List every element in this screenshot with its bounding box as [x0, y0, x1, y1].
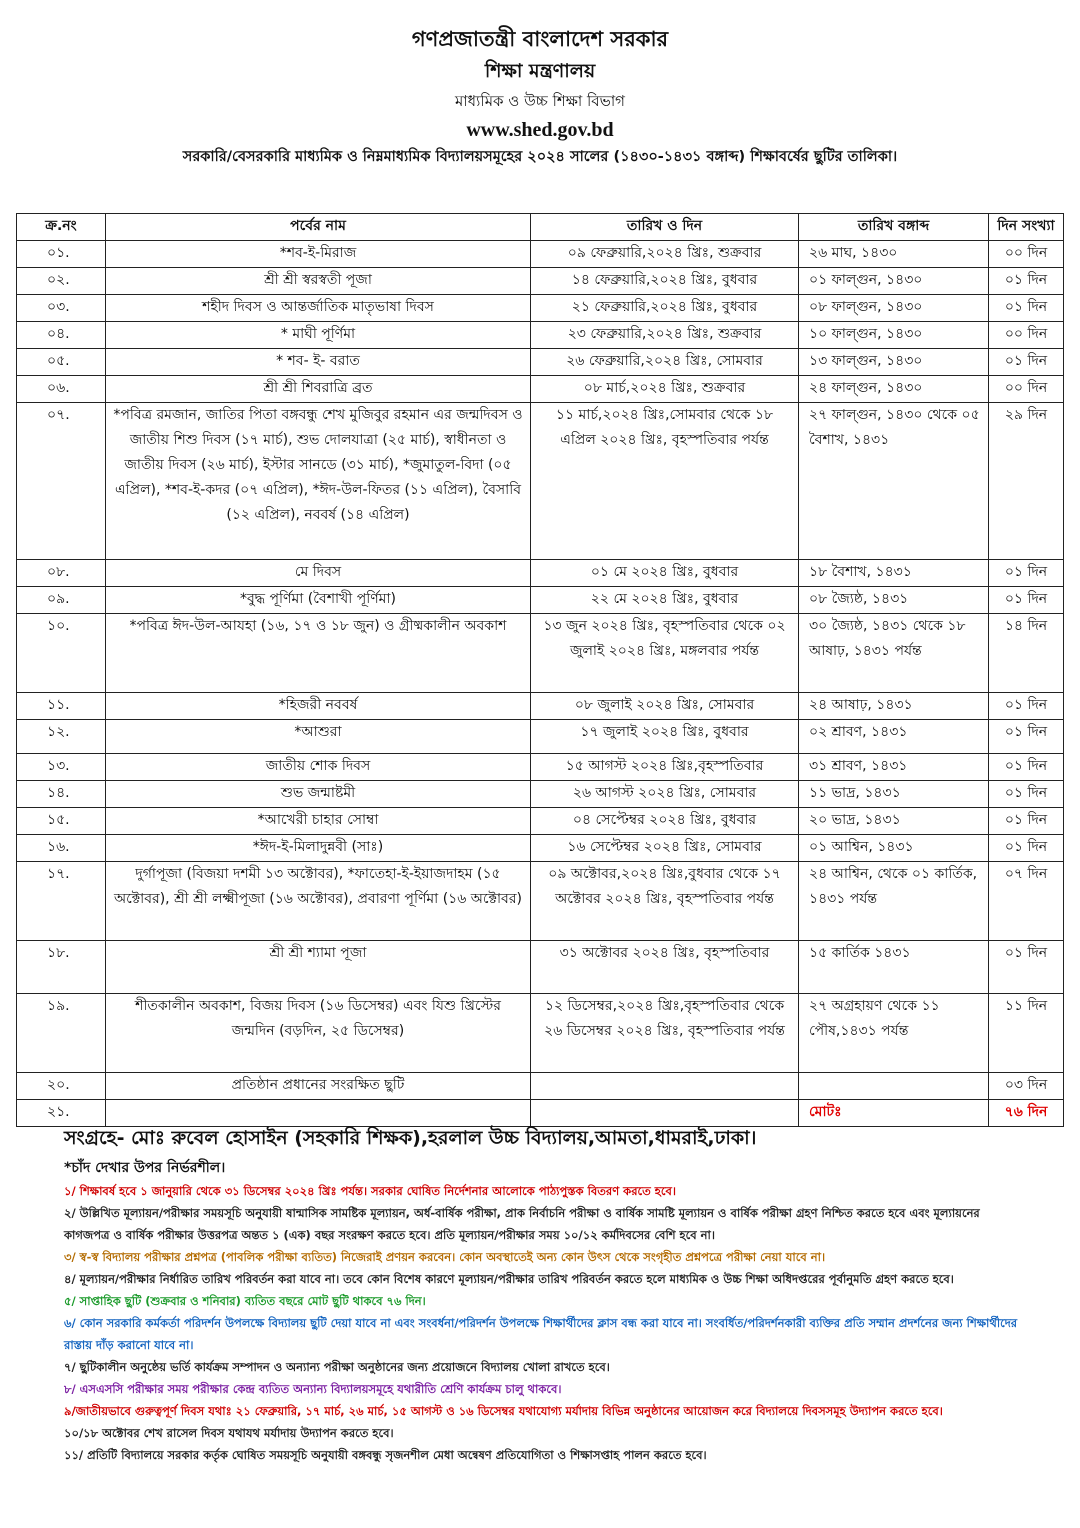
row-bangla-date: ০৮ ফাল্গুন, ১৪৩০	[799, 295, 989, 322]
row-holiday-name: শ্রী শ্রী স্বরস্বতী পূজা	[106, 268, 531, 295]
row-bangla-date: ১১ ভাদ্র, ১৪৩১	[799, 781, 989, 808]
row-days: ০১ দিন	[989, 349, 1064, 376]
row-serial: ০৮.	[17, 560, 106, 587]
row-bangla-date: ০১ ফাল্গুন, ১৪৩০	[799, 268, 989, 295]
row-bangla-date: ২৪ ফাল্গুন, ১৪৩০	[799, 376, 989, 403]
table-row	[17, 376, 1064, 403]
row-date: ০৯ অক্টোবর,২০২৪ খ্রিঃ,বুধবার থেকে ১৭ অক্টোবর ২০২৪ খ্রিঃ, বৃহস্পতিবার পর্যন্ত	[531, 862, 799, 941]
row-serial: ১১.	[17, 693, 106, 720]
table-row	[17, 720, 1064, 754]
row-holiday-name: শ্রী শ্রী শিবরাত্রি ব্রত	[106, 376, 531, 403]
row-bangla-date: ২৭ ফাল্গুন, ১৪৩০ থেকে ০৫ বৈশাখ, ১৪৩১	[799, 403, 989, 560]
row-holiday-name: *পবিত্র রমজান, জাতির পিতা বঙ্গবন্ধু শেখ মুজিবুর রহমান এর জন্মদিবস ও জাতীয় শিশু দিবস (১৭ মার্চ), শুভ দোলযাত্রা (২৫ মার্চ), স্বাধীনতা ও জাতীয় দিবস (২৬ মার্চ), ইস্টার সানডে (৩১ মার্চ), *জুমাতুল-বিদা (০৫ এপ্রিল), *শব-ই-কদর (০৭ এপ্রিল), *ঈদ-উল-ফিতর (১১ এপ্রিল), বৈসাবি (১২ এপ্রিল), নববর্ষ (১৪ এপ্রিল)	[106, 403, 531, 560]
row-bangla-date: ০১ আশ্বিন, ১৪৩১	[799, 835, 989, 862]
row-holiday-name: *ঈদ-ই-মিলাদুন্নবী (সাঃ)	[106, 835, 531, 862]
row-serial: ০৫.	[17, 349, 106, 376]
table-row	[17, 862, 1064, 941]
row-holiday-name: *শব-ই-মিরাজ	[106, 241, 531, 268]
row-days: ০৩ দিন	[989, 1073, 1064, 1100]
note-item: ১১/ প্রতিটি বিদ্যালয়ে সরকার কর্তৃক ঘোষিত সময়সূচি অনুযায়ী বঙ্গবন্ধু সৃজনশীল মেধা অন্বেষণ প্রতিযোগিতা ও শিক্ষাসপ্তাহ পালন করতে হবে।	[64, 1448, 707, 1462]
row-holiday-name: মে দিবস	[106, 560, 531, 587]
row-date: ১৬ সেপ্টেম্বর ২০২৪ খ্রিঃ, সোমবার	[531, 835, 799, 862]
row-serial: ০৭.	[17, 403, 106, 560]
note-item: ৫/ সাপ্তাহিক ছুটি (শুক্রবার ও শনিবার) ব্যতিত বছরে মোট ছুটি থাকবে ৭৬ দিন।	[64, 1294, 426, 1308]
row-serial: ১৯.	[17, 994, 106, 1073]
division-title: মাধ্যমিক ও উচ্চ শিক্ষা বিভাগ	[454, 92, 626, 110]
row-date: ২৬ ফেব্রুয়ারি,২০২৪ খ্রিঃ, সোমবার	[531, 349, 799, 376]
table-row	[17, 781, 1064, 808]
column-header-days: দিন সংখ্যা	[989, 214, 1064, 241]
row-date: ০৮ মার্চ,২০২৪ খ্রিঃ, শুক্রবার	[531, 376, 799, 403]
row-date: ১৩ জুন ২০২৪ খ্রিঃ, বৃহস্পতিবার থেকে ০২ জুলাই ২০২৪ খ্রিঃ, মঙ্গলবার পর্যন্ত	[531, 614, 799, 693]
row-days: ০১ দিন	[989, 754, 1064, 781]
row-holiday-name: শ্রী শ্রী শ্যামা পূজা	[106, 941, 531, 994]
row-bangla-date: ০৮ জ্যৈষ্ঠ, ১৪৩১	[799, 587, 989, 614]
row-days: ০১ দিন	[989, 295, 1064, 322]
row-serial: ১৪.	[17, 781, 106, 808]
row-serial: ২০.	[17, 1073, 106, 1100]
total-row-serial: ২১.	[17, 1100, 106, 1127]
row-days: ০১ দিন	[989, 587, 1064, 614]
row-days: ০১ দিন	[989, 268, 1064, 295]
table-row	[17, 349, 1064, 376]
row-date: ০৪ সেপ্টেম্বর ২০২৪ খ্রিঃ, বুধবার	[531, 808, 799, 835]
row-serial: ০৯.	[17, 587, 106, 614]
website-link[interactable]: www.shed.gov.bd	[466, 119, 614, 141]
row-date	[531, 1073, 799, 1100]
row-days: ০১ দিন	[989, 835, 1064, 862]
row-days: ০১ দিন	[989, 808, 1064, 835]
credit-line: সংগ্রহে- মোঃ রুবেল হোসাইন (সহকারি শিক্ষক),হরলাল উচ্চ বিদ্যালয়,আমতা,ধামরাই,ঢাকা।	[64, 1127, 757, 1149]
row-date: ১২ ডিসেম্বর,২০২৪ খ্রিঃ,বৃহস্পতিবার থেকে ২৬ ডিসেম্বর ২০২৪ খ্রিঃ, বৃহস্পতিবার পর্যন্ত	[531, 994, 799, 1073]
note-item: ১/ শিক্ষাবর্ষ হবে ১ জানুয়ারি থেকে ৩১ ডিসেম্বর ২০২৪ খ্রিঃ পর্যন্ত। সরকার ঘোষিত নির্দেশনার আলোকে পাঠ্যপুস্তক বিতরণ করতে হবে।	[64, 1184, 676, 1198]
table-row	[17, 994, 1064, 1073]
row-bangla-date: ১৮ বৈশাখ, ১৪৩১	[799, 560, 989, 587]
row-serial: ১০.	[17, 614, 106, 693]
table-row	[17, 835, 1064, 862]
note-item: ৮/ এসএসসি পরীক্ষার সময় পরীক্ষার কেন্দ্র ব্যতিত অন্যান্য বিদ্যালয়সমূহে যথারীতি শ্রেণি কার্যক্রম চালু থাকবে।	[64, 1382, 562, 1396]
row-days: ০১ দিন	[989, 720, 1064, 754]
table-row	[17, 754, 1064, 781]
row-date: ১৪ ফেব্রুয়ারি,২০২৪ খ্রিঃ, বুধবার	[531, 268, 799, 295]
total-row	[17, 1100, 1064, 1127]
row-bangla-date: ১০ ফাল্গুন, ১৪৩০	[799, 322, 989, 349]
table-row	[17, 403, 1064, 560]
note-item: ৬/ কোন সরকারি কর্মকর্তা পরিদর্শন উপলক্ষে বিদ্যালয় ছুটি দেয়া যাবে না এবং সংবর্ধনা/পরিদর্শন উপলক্ষে শিক্ষার্থীদের ক্লাস বন্ধ করা যাবে না। সংবর্ধিত/পরিদর্শনকারী ব্যক্তির প্রতি সম্মান প্রদর্শনের জন্য শিক্ষার্থীদের রাস্তায় দাঁড় করানো যাবে না।	[64, 1316, 1018, 1352]
note-item: ৭/ ছুটিকালীন অনুষ্ঠেয় ভর্তি কার্যক্রম সম্পাদন ও অন্যান্য পরীক্ষা অনুষ্ঠানের জন্য প্রয়োজনে বিদ্যালয় খোলা রাখতে হবে।	[64, 1360, 610, 1374]
row-bangla-date: ২৬ মাঘ, ১৪৩০	[799, 241, 989, 268]
row-serial: ১৮.	[17, 941, 106, 994]
row-holiday-name: *আখেরী চাহার সোম্বা	[106, 808, 531, 835]
moon-sighting-note: *চাঁদ দেখার উপর নির্ভরশীল।	[64, 1160, 226, 1176]
row-holiday-name: প্রতিষ্ঠান প্রধানের সংরক্ষিত ছুটি	[106, 1073, 531, 1100]
holiday-table	[16, 213, 1064, 1127]
government-title: গণপ্রজাতন্ত্রী বাংলাদেশ সরকার	[411, 27, 669, 51]
row-holiday-name: শুভ জন্মাষ্টমী	[106, 781, 531, 808]
note-item: ১০/১৮ অক্টোবর শেখ রাসেল দিবস যথাযথ মর্যাদায় উদ্যাপন করতে হবে।	[64, 1426, 394, 1440]
row-holiday-name: জাতীয় শোক দিবস	[106, 754, 531, 781]
row-bangla-date: ২৭ অগ্রহায়ণ থেকে ১১ পৌষ,১৪৩১ পর্যন্ত	[799, 994, 989, 1073]
row-date: ২২ মে ২০২৪ খ্রিঃ, বুধবার	[531, 587, 799, 614]
table-row	[17, 808, 1064, 835]
row-serial: ০২.	[17, 268, 106, 295]
row-days: ০০ দিন	[989, 376, 1064, 403]
row-date: ০১ মে ২০২৪ খ্রিঃ, বুধবার	[531, 560, 799, 587]
row-date: ২১ ফেব্রুয়ারি,২০২৪ খ্রিঃ, বুধবার	[531, 295, 799, 322]
row-date: ৩১ অক্টোবর ২০২৪ খ্রিঃ, বৃহস্পতিবার	[531, 941, 799, 994]
table-header-row	[17, 214, 1064, 241]
table-row	[17, 1073, 1064, 1100]
row-serial: ০৩.	[17, 295, 106, 322]
ministry-title: শিক্ষা মন্ত্রণালয়	[484, 60, 596, 82]
row-holiday-name: *হিজরী নববর্ষ	[106, 693, 531, 720]
row-holiday-name: শহীদ দিবস ও আন্তর্জাতিক মাতৃভাষা দিবস	[106, 295, 531, 322]
row-date: ১৫ আগস্ট ২০২৪ খ্রিঃ,বৃহস্পতিবার	[531, 754, 799, 781]
row-holiday-name: *আশুরা	[106, 720, 531, 754]
row-bangla-date: ১৩ ফাল্গুন, ১৪৩০	[799, 349, 989, 376]
row-bangla-date: ৩১ শ্রাবণ, ১৪৩১	[799, 754, 989, 781]
row-holiday-name: *বুদ্ধ পূর্ণিমা (বৈশাখী পূর্ণিমা)	[106, 587, 531, 614]
row-days: ১১ দিন	[989, 994, 1064, 1073]
row-serial: ১৫.	[17, 808, 106, 835]
row-date: ০৯ ফেব্রুয়ারি,২০২৪ খ্রিঃ, শুক্রবার	[531, 241, 799, 268]
row-days: ১৪ দিন	[989, 614, 1064, 693]
table-row	[17, 560, 1064, 587]
table-row	[17, 693, 1064, 720]
table-row	[17, 322, 1064, 349]
column-header-name: পর্বের নাম	[106, 214, 531, 241]
total-label: মোটঃ	[799, 1100, 989, 1127]
note-item: ৪/ মূল্যায়ন/পরীক্ষার নির্ধারিত তারিখ পরিবর্তন করা যাবে না। তবে কোন বিশেষ কারণে মূল্যায়ন/পরীক্ষার তারিখ পরিবর্তন করতে হলে মাধ্যমিক ও উচ্চ শিক্ষা অধিদপ্তরের পূর্বানুমতি গ্রহণ করতে হবে।	[64, 1272, 954, 1286]
row-serial: ১২.	[17, 720, 106, 754]
row-days: ০৭ দিন	[989, 862, 1064, 941]
document-header	[0, 22, 1080, 170]
row-bangla-date: ২৪ আশ্বিন, থেকে ০১ কার্তিক, ১৪৩১ পর্যন্ত	[799, 862, 989, 941]
row-bangla-date: ১৫ কার্তিক ১৪৩১	[799, 941, 989, 994]
row-days: ০১ দিন	[989, 693, 1064, 720]
document-subtitle: সরকারি/বেসরকারি মাধ্যমিক ও নিম্নমাধ্যমিক বিদ্যালয়সমূহের ২০২৪ সালের (১৪৩০-১৪৩১ বঙ্গাব্দ) শিক্ষাবর্ষের ছুটির তালিকা।	[182, 149, 898, 165]
row-holiday-name: দুর্গাপূজা (বিজয়া দশমী ১৩ অক্টোবর), *ফাতেহা-ই-ইয়াজদাহম (১৫ অক্টোবর), শ্রী শ্রী লক্ষ্মীপূজা (১৬ অক্টোবর), প্রবারণা পূর্ণিমা (১৬ অক্টোবর)	[106, 862, 531, 941]
notes-list	[64, 1180, 1024, 1466]
row-holiday-name: *পবিত্র ঈদ-উল-আযহা (১৬, ১৭ ও ১৮ জুন) ও গ্রীষ্মকালীন অবকাশ	[106, 614, 531, 693]
table-body	[17, 241, 1064, 1100]
total-row-empty-name	[106, 1100, 531, 1127]
total-days: ৭৬ দিন	[989, 1100, 1064, 1127]
row-bangla-date: ২০ ভাদ্র, ১৪৩১	[799, 808, 989, 835]
note-item: ৯/জাতীয়ভাবে গুরুত্বপূর্ণ দিবস যথাঃ ২১ ফেব্রুয়ারি, ১৭ মার্চ, ২৬ মার্চ, ১৫ আগস্ট ও ১৬ ডিসেম্বর যথাযোগ্য মর্যাদায় বিভিন্ন অনুষ্ঠানের আয়োজন করে বিদ্যালয়ে দিবসসমূহ উদ্যাপন করতে হবে।	[64, 1404, 943, 1418]
column-header-bangla-date: তারিখ বঙ্গাব্দ	[799, 214, 989, 241]
table-row	[17, 241, 1064, 268]
column-header-date: তারিখ ও দিন	[531, 214, 799, 241]
row-date: ০৮ জুলাই ২০২৪ খ্রিঃ, সোমবার	[531, 693, 799, 720]
row-date: ২৬ আগস্ট ২০২৪ খ্রিঃ, সোমবার	[531, 781, 799, 808]
table-row	[17, 587, 1064, 614]
row-serial: ০১.	[17, 241, 106, 268]
row-days: ০০ দিন	[989, 241, 1064, 268]
row-date: ১৭ জুলাই ২০২৪ খ্রিঃ, বুধবার	[531, 720, 799, 754]
row-bangla-date: ০২ শ্রাবণ, ১৪৩১	[799, 720, 989, 754]
row-bangla-date: ৩০ জ্যৈষ্ঠ, ১৪৩১ থেকে ১৮ আষাঢ়, ১৪৩১ পর্যন্ত	[799, 614, 989, 693]
total-row-empty-date	[531, 1100, 799, 1127]
row-days: ০০ দিন	[989, 322, 1064, 349]
row-serial: ১৬.	[17, 835, 106, 862]
row-days: ০১ দিন	[989, 781, 1064, 808]
row-holiday-name: শীতকালীন অবকাশ, বিজয় দিবস (১৬ ডিসেম্বর) এবং যিশু খ্রিস্টের জন্মদিন (বড়দিন, ২৫ ডিসেম্বর)	[106, 994, 531, 1073]
row-serial: ১৭.	[17, 862, 106, 941]
row-days: ০১ দিন	[989, 560, 1064, 587]
row-holiday-name: * মাঘী পূর্ণিমা	[106, 322, 531, 349]
table-row	[17, 614, 1064, 693]
row-serial: ১৩.	[17, 754, 106, 781]
row-holiday-name: * শব- ই- বরাত	[106, 349, 531, 376]
table-row	[17, 941, 1064, 994]
row-date: ২৩ ফেব্রুয়ারি,২০২৪ খ্রিঃ, শুক্রবার	[531, 322, 799, 349]
row-date: ১১ মার্চ,২০২৪ খ্রিঃ,সোমবার থেকে ১৮ এপ্রিল ২০২৪ খ্রিঃ, বৃহস্পতিবার পর্যন্ত	[531, 403, 799, 560]
row-serial: ০৬.	[17, 376, 106, 403]
column-header-serial: ক্র.নং	[17, 214, 106, 241]
row-bangla-date	[799, 1073, 989, 1100]
note-item: ২/ উল্লিখিত মূল্যায়ন/পরীক্ষার সময়সূচি অনুযায়ী ষান্মাসিক সামষ্টিক মূল্যায়ন, অর্ধ-বার্ষিক পরীক্ষা, প্রাক নির্বাচনি পরীক্ষা ও বার্ষিক সামষ্টি মূল্যায়ন ও বার্ষিক পরীক্ষা গ্রহণ নিশ্চিত করতে হবে এবং মূল্যায়নের কাগজপত্র ও বার্ষিক পরীক্ষার উত্তরপত্র অন্তত ১ (এক) বছর সংরক্ষণ করতে হবে। প্রতি মূল্যায়ন/পরীক্ষার সময় ১০/১২ কর্মদিবসের বেশি হবে না।	[64, 1206, 980, 1242]
row-days: ০১ দিন	[989, 941, 1064, 994]
row-serial: ০৪.	[17, 322, 106, 349]
note-item: ৩/ স্ব-স্ব বিদ্যালয় পরীক্ষার প্রশ্নপত্র (পাবলিক পরীক্ষা ব্যতিত) নিজেরাই প্রণয়ন করবেন। কোন অবস্থাতেই অন্য কোন উৎস থেকে সংগৃহীত প্রশ্নপত্রে পরীক্ষা নেয়া যাবে না।	[64, 1250, 826, 1264]
table-row	[17, 295, 1064, 322]
row-days: ২৯ দিন	[989, 403, 1064, 560]
row-bangla-date: ২৪ আষাঢ়, ১৪৩১	[799, 693, 989, 720]
table-row	[17, 268, 1064, 295]
